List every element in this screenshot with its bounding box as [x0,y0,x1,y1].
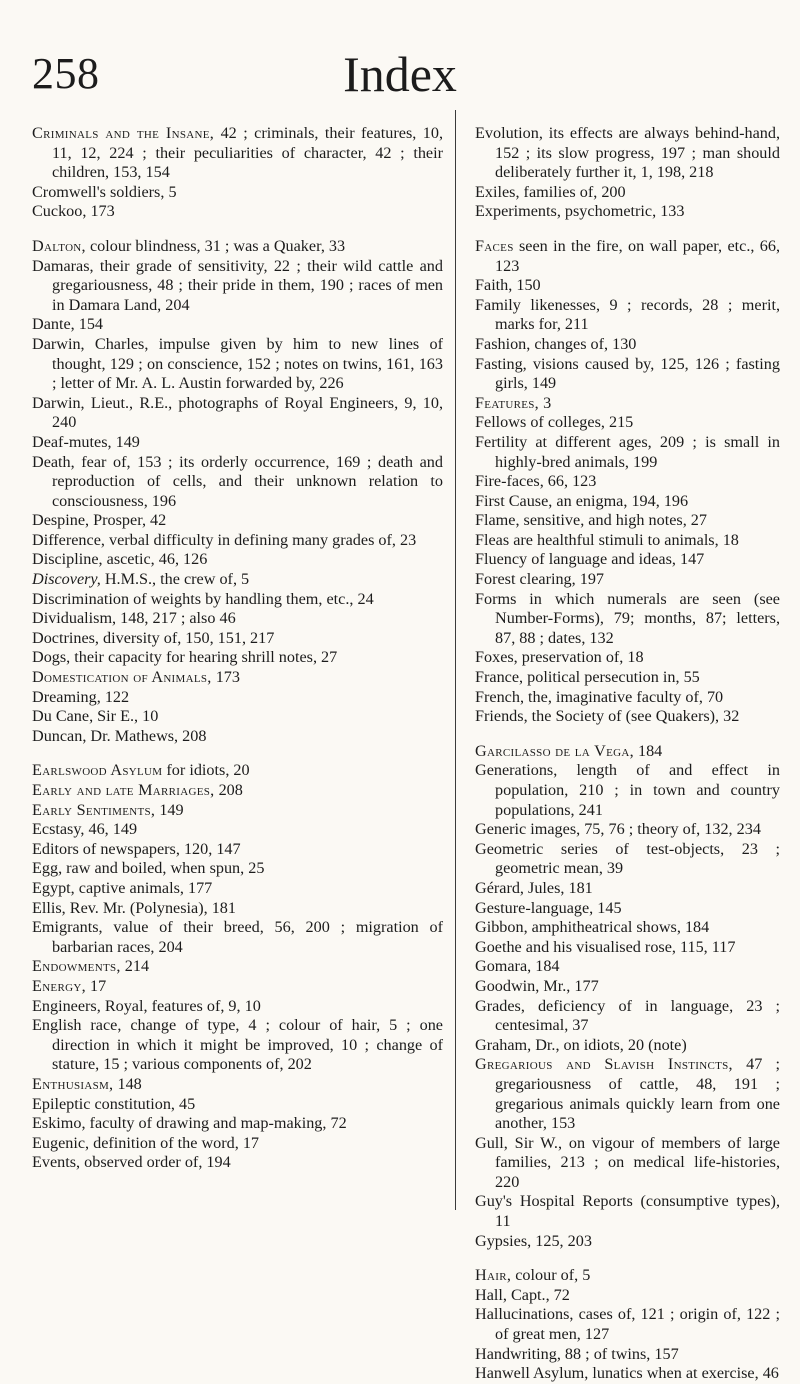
index-entry [475,1134,780,1193]
index-entry [475,899,780,919]
index-entry-text: Engineers, Royal, features of, 9, 10 [32,996,261,1015]
index-column-right [475,124,780,1384]
index-entry-text: Faith, 150 [475,276,541,295]
index-entry [475,570,780,590]
index-entry-text: 17 [85,976,107,995]
index-entry [32,1114,443,1134]
index-entry-text: French, the, imaginative faculty of, 70 [475,687,724,706]
index-entry [32,801,443,821]
index-entry [475,550,780,570]
index-entry [475,237,780,276]
index-entry [32,433,443,453]
index-entry-text: for idiots, 20 [162,761,250,780]
index-entry-text: Hall, Capt., 72 [475,1285,570,1304]
index-entry [32,918,443,957]
index-entry-text: Handwriting, 88 ; of twins, 157 [475,1344,679,1363]
index-entry [32,761,443,781]
index-entry [475,472,780,492]
index-entry [32,1075,443,1095]
index-entry [32,997,443,1017]
index-entry-head: Enthusiasm, [32,1074,114,1093]
index-entry [32,1095,443,1115]
index-entry [32,629,443,649]
index-entry-head: Hair, [475,1266,512,1285]
index-entry-text: Graham, Dr., on idiots, 20 (note) [475,1035,687,1054]
index-entry [32,183,443,203]
index-entry [475,183,780,203]
index-entry-text: Gesture-language, 145 [475,898,622,917]
index-entry [475,296,780,335]
index-entry-text: France, political persecution in, 55 [475,668,700,687]
index-entry-head: Dalton, [32,236,86,255]
index-entry-text: Despine, Prosper, 42 [32,511,167,530]
index-entry [32,977,443,997]
index-entry [475,918,780,938]
index-entry-head: Energy, [32,976,86,995]
index-entry [475,335,780,355]
index-entry [475,997,780,1036]
index-entry [475,761,780,820]
index-entry-head: Gregarious and Slavish Instincts, [475,1055,733,1074]
index-entry [32,511,443,531]
index-entry-text: Hanwell Asylum, lunatics when at exercise, 46 [475,1364,779,1383]
index-entry-text: 42 ; criminals, their features, 10, 11, 12, 224 ; their peculiarities of character, 42 ; their children, 153, 154 [52,124,443,182]
index-entry [475,531,780,551]
index-entry [475,1192,780,1231]
index-entry [475,433,780,472]
index-entry-text: seen in the fire, on wall paper, etc., 66, 123 [495,236,780,275]
index-entry [475,590,780,649]
index-entry [475,1055,780,1133]
index-entry [32,879,443,899]
index-entry [475,668,780,688]
index-entry-text: 148 [113,1074,142,1093]
index-entry-text: Fellows of colleges, 215 [475,413,634,432]
index-entry-text: Guy's Hospital Reports (consumptive types), 11 [475,1192,780,1231]
index-entry [32,590,443,610]
index-entry-text: Fire-faces, 66, 123 [475,472,597,491]
index-entry-text: 3 [539,393,552,412]
index-entry [32,570,443,590]
index-entry-text: Dante, 154 [32,315,104,334]
index-entry [32,257,443,316]
index-entry [475,202,780,222]
index-entry-text: Dreaming, 122 [32,687,130,706]
index-entry [475,840,780,879]
index-entry [32,335,443,394]
index-entry-text: Generic images, 75, 76 ; theory of, 132, 234 [475,820,761,839]
index-entry-text: 214 [120,957,150,976]
index-entry-text: colour of, 5 [511,1266,591,1285]
index-entry [32,550,443,570]
index-entry-text: Forms in which numerals are seen (see Number-Forms), 79; months, 87; letters, 87, 88 ; dates, 132 [475,589,780,647]
column-divider [455,110,456,1210]
index-entry-text: Epileptic constitution, 45 [32,1094,196,1113]
index-entry-text: Dogs, their capacity for hearing shrill notes, 27 [32,648,338,667]
index-entry [32,781,443,801]
index-entry [475,1305,780,1344]
index-entry-text: Death, fear of, 153 ; its orderly occurrence, 169 ; death and reproduction of cells, and their unknown relation to consciousness, 196 [32,452,443,510]
index-entry-text: Gérard, Jules, 181 [475,878,593,897]
index-entry-text: Goodwin, Mr., 177 [475,976,599,995]
index-entry-head: Earlswood Asylum [32,761,163,780]
index-entry-text: Gomara, 184 [475,957,560,976]
index-entry-text: Gypsies, 125, 203 [475,1231,592,1250]
index-entry-text: Discrimination of weights by handling them, etc., 24 [32,589,374,608]
index-entry-text: 47 ; gregariousness of cattle, 48, 191 ; gregarious animals quickly learn from one another, 153 [495,1055,780,1133]
index-entry [475,1232,780,1252]
index-entry [475,276,780,296]
index-entry [32,1134,443,1154]
page-header [0,44,800,104]
index-entry [475,355,780,394]
index-entry-text: Egypt, captive animals, 177 [32,878,213,897]
index-entry [475,938,780,958]
index-entry [32,315,443,335]
index-entry [475,413,780,433]
index-column-left [32,124,443,1173]
index-entry-text: Darwin, Lieut., R.E., photographs of Royal Engineers, 9, 10, 240 [32,393,443,432]
index-entry [475,879,780,899]
index-entry [32,202,443,222]
index-entry [475,1036,780,1056]
index-entry-text: Gibbon, amphitheatrical shows, 184 [475,918,710,937]
index-entry-text: Duncan, Dr. Mathews, 208 [32,726,207,745]
index-entry-text: Deaf-mutes, 149 [32,432,140,451]
index-entry [475,957,780,977]
index-entry [32,707,443,727]
index-entry [32,453,443,512]
index-entry [475,977,780,997]
index-entry-text: Emigrants, value of their breed, 56, 200 ; migration of barbarian races, 204 [32,918,443,956]
index-entry-text: Editors of newspapers, 120, 147 [32,839,241,858]
index-entry-text: Eskimo, faculty of drawing and map-making, 72 [32,1114,347,1133]
index-entry [475,492,780,512]
index-entry-text: Events, observed order of, 194 [32,1153,231,1172]
index-entry-text: Darwin, Charles, impulse given by him to new lines of thought, 129 ; on conscience, 152 ; notes on twins, 161, 163 ; letter of Mr. A. L. Austin forwarded by, 226 [32,334,443,393]
index-entry [32,820,443,840]
index-entry-text: Evolution, its effects are always behind-hand, 152 ; its slow progress, 197 ; man should deliberately further it, 1, 198, 218 [475,124,780,182]
index-entry-text: H.M.S., the crew of, 5 [100,570,250,589]
index-entry-text: Grades, deficiency of in language, 23 ; centesimal, 37 [475,996,780,1035]
index-entry-text: English race, change of type, 4 ; colour of hair, 5 ; one direction in which it might be improved, 10 ; change of stature, 15 ; various components of, 202 [32,1016,443,1074]
index-entry-text: Fleas are healthful stimuli to animals, 18 [475,530,739,549]
index-entry-text: Damaras, their grade of sensitivity, 22 ; their wild cattle and gregariousness, 48 ; their pride in them, 190 ; races of men in Damara Land, 204 [32,256,443,314]
index-entry-text: 149 [155,800,184,819]
index-entry [32,688,443,708]
index-entry [475,1364,780,1384]
index-entry [32,727,443,747]
index-entry-text: 184 [633,741,663,760]
index-entry-head: Early and late Marriages, [32,781,215,799]
index-entry-head: Early Sentiments, [32,800,156,819]
index-entry [475,1345,780,1365]
index-entry [475,648,780,668]
index-entry-text: 208 [214,781,243,799]
index-entry-head: Garcilasso de la Vega, [475,741,634,760]
index-entry-text: Fertility at different ages, 209 ; is small in highly-bred animals, 199 [475,432,780,471]
index-entry-text: Ecstasy, 46, 149 [32,820,138,839]
index-entry-head: Discovery, [32,570,101,589]
index-entry-head: Domestication of Animals, [32,668,212,687]
index-entry-text: colour blindness, 31 ; was a Quaker, 33 [85,236,346,255]
index-entry [32,124,443,183]
index-entry-text: Goethe and his visualised rose, 115, 117 [475,937,736,956]
index-entry [32,859,443,879]
index-entry-text: Generations, length of and effect in population, 210 ; in town and country populations, 241 [475,761,780,819]
index-entry [475,1286,780,1306]
index-entry [32,840,443,860]
index-entry-text: Gull, Sir W., on vigour of members of large families, 213 ; on medical life-histories, 220 [475,1133,780,1191]
index-entry [32,648,443,668]
index-entry [32,1153,443,1173]
index-entry [32,237,443,257]
index-entry-head: Features, [475,393,540,412]
index-entry-head: Endowments, [32,957,121,976]
index-entry-text: Ellis, Rev. Mr. (Polynesia), 181 [32,898,236,917]
index-entry [475,688,780,708]
index-entry [475,742,780,762]
index-entry [32,957,443,977]
index-entry [475,1266,780,1286]
index-entry-text: Geometric series of test-objects, 23 ; geometric mean, 39 [475,839,780,878]
index-entry [475,511,780,531]
index-entry-text: Cuckoo, 173 [32,202,115,221]
index-entry-text: Forest clearing, 197 [475,570,605,589]
index-entry-text: First Cause, an enigma, 194, 196 [475,491,689,510]
index-entry [32,1016,443,1075]
index-entry-text: Experiments, psychometric, 133 [475,202,685,221]
index-entry-head: Faces [475,236,514,255]
index-entry-head: Criminals and the Insane, [32,124,215,142]
index-entry-text: Exiles, families of, 200 [475,182,626,201]
index-entry-text: Cromwell's soldiers, 5 [32,182,177,201]
index-entry [32,668,443,688]
index-entry [475,820,780,840]
index-entry-text: Fluency of language and ideas, 147 [475,550,705,569]
index-entry [32,394,443,433]
index-entry-text: Fasting, visions caused by, 125, 126 ; fasting girls, 149 [475,354,780,393]
index-entry-text: 173 [211,668,240,687]
index-entry-text: Du Cane, Sir E., 10 [32,707,159,726]
index-entry-text: Friends, the Society of (see Quakers), 32 [475,707,740,726]
index-entry-text: Eugenic, definition of the word, 17 [32,1133,260,1152]
index-entry [32,609,443,629]
index-entry [32,899,443,919]
index-entry-text: Difference, verbal difficulty in defining many grades of, 23 [32,530,417,549]
index-entry-text: Fashion, changes of, 130 [475,334,637,353]
index-entry-text: Doctrines, diversity of, 150, 151, 217 [32,628,275,647]
index-entry [475,124,780,183]
index-entry-text: Foxes, preservation of, 18 [475,648,644,667]
index-entry-text: Egg, raw and boiled, when spun, 25 [32,859,265,878]
index-entry [32,531,443,551]
index-entry-text: Dividualism, 148, 217 ; also 46 [32,609,236,628]
index-entry-text: Discipline, ascetic, 46, 126 [32,550,208,569]
page-number: 258 [32,49,100,98]
page-title: Index [343,46,457,102]
index-entry-text: Family likenesses, 9 ; records, 28 ; merit, marks for, 211 [475,295,780,334]
index-entry-text: Flame, sensitive, and high notes, 27 [475,511,707,530]
index-entry [475,707,780,727]
index-entry [475,394,780,414]
index-entry-text: Hallucinations, cases of, 121 ; origin of, 122 ; of great men, 127 [475,1305,780,1344]
